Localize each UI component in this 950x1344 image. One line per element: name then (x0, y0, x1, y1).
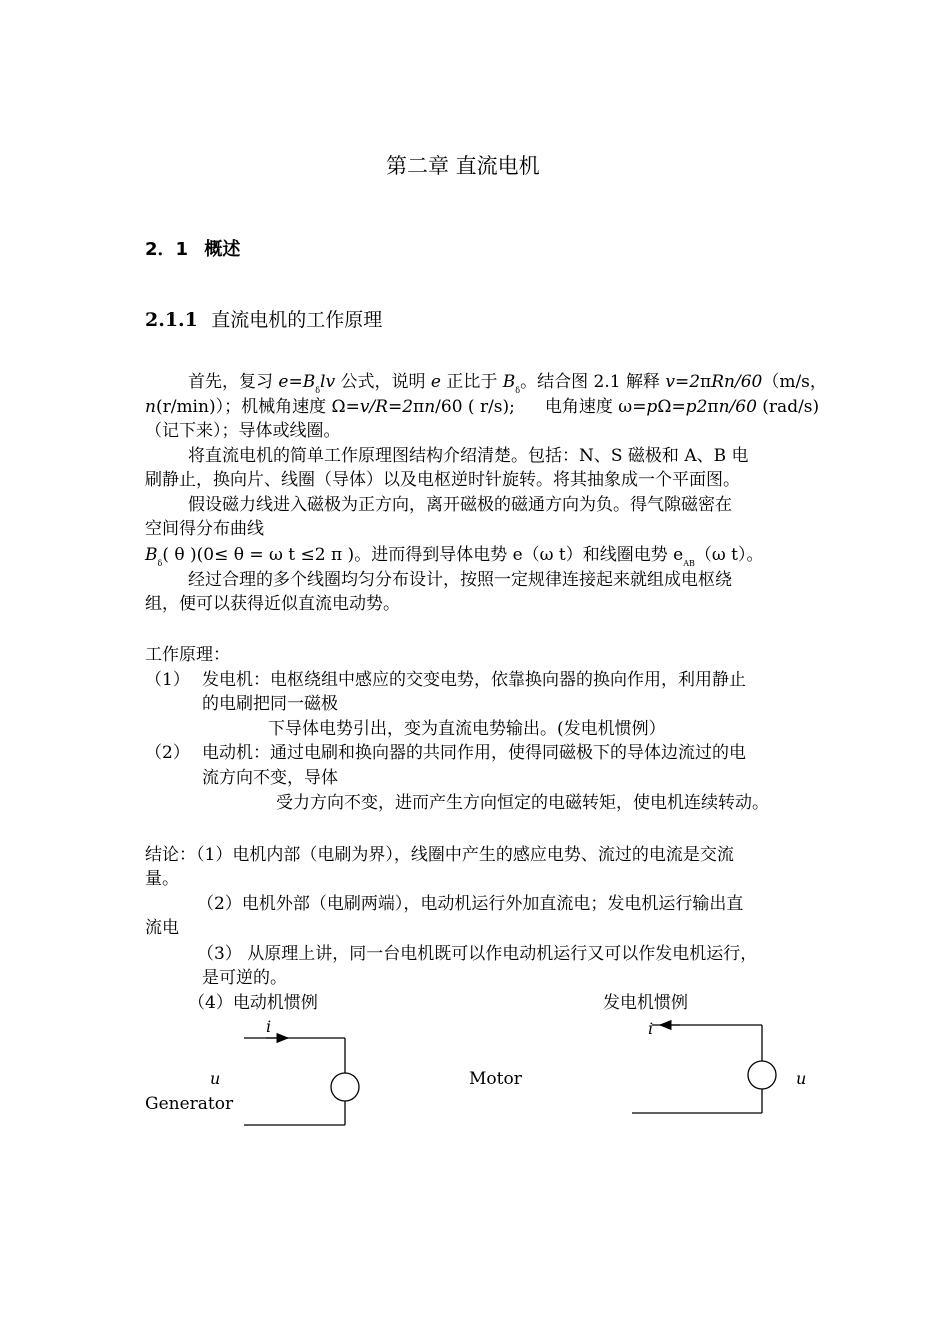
para3-line3: $B_\delta$( θ )(0≤ θ = ω t ≤2 π )。进而得到导体电势 e（ω t）和线圈电势 $e_{AB}(\omega$ t）。 (145, 545, 764, 568)
conclusion-4-generator-convention: 发电机惯例 (603, 993, 688, 1013)
conclusion-4-motor-convention: （4）电动机惯例 (188, 993, 318, 1013)
left-caption: Generator (145, 1094, 234, 1114)
subsection-number: 2.1.1 (145, 309, 198, 331)
conclusion-3-line1: （3） 从原理上讲，同一台电机既可以作电动机运行又可以作发电机运行， (197, 944, 758, 964)
right-source-symbol (748, 1061, 776, 1089)
principle-item1-line2: 的电刷把同一磁极 (202, 694, 338, 714)
para1-line2: n(r/min)）；机械角速度 Ω=v/R=2πn/60 ( r/s); 电角速度 ω=pΩ=p2πn/60 (rad/s) (145, 397, 820, 417)
left-current-label: i (266, 1017, 272, 1036)
subsection-title: 直流电机的工作原理 (211, 309, 383, 331)
principle-item1-number: （1） (145, 670, 190, 690)
left-source-symbol (331, 1073, 359, 1101)
para3-line1: 假设磁力线进入磁极为正方向，离开磁极的磁通方向为负。得气隙磁密在 (188, 495, 732, 515)
conclusion-2-line2: 流电 (145, 918, 179, 938)
principle-item2-line2: 流方向不变，导体 (202, 768, 338, 788)
para4-line1: 经过合理的多个线圈均匀分布设计，按照一定规律连接起来就组成电枢绕 (188, 570, 732, 590)
right-voltage-label: u (796, 1069, 807, 1088)
principle-heading: 工作原理： (145, 645, 230, 665)
principle-item1-line3: 下导体电势引出，变为直流电势输出。(发电机惯例） (268, 719, 666, 739)
principle-item2-line3: 受力方向不变，进而产生方向恒定的电磁转矩，使电机连续转动。 (276, 793, 769, 813)
para2-line1: 将直流电机的简单工作原理图结构介绍清楚。包括：N、S 磁极和 A、B 电 (188, 446, 749, 466)
chapter-title: 第二章 直流电机 (386, 154, 540, 178)
motor-convention-circuit (145, 1017, 359, 1125)
right-current-label: i (648, 1019, 654, 1038)
para2-line2: 刷静止，换向片、线圈（导体）以及电枢逆时针旋转。将其抽象成一个平面图。 (145, 470, 740, 490)
para3-line2: 空间得分布曲线 (145, 519, 264, 539)
conclusion-1-line2: 量。 (145, 869, 179, 889)
conclusion-1-line1: 结论：（1）电机内部（电刷为界），线圈中产生的感应电势、流过的电流是交流 (145, 845, 734, 865)
section-number: 2．1 (145, 239, 189, 260)
para4-line2: 组，便可以获得近似直流电动势。 (145, 594, 400, 614)
conclusion-2-line1: （2）电机外部（电刷两端），电动机运行外加直流电；发电机运行输出直 (197, 894, 744, 914)
middle-caption: Motor (469, 1069, 522, 1089)
left-voltage-label: u (210, 1069, 221, 1088)
principle-item2-line1: 电动机：通过电刷和换向器的共同作用，使得同磁极下的导体边流过的电 (202, 743, 746, 763)
para1-line1: 首先，复习 $e=B_\delta lv$ 公式，说明 e 正比于 $B_\delta$。结合图 2.1 解释 v=2πRn/60（m/s， (188, 372, 827, 395)
principle-item2-number: （2） (145, 743, 190, 763)
generator-convention-circuit (632, 1019, 806, 1113)
section-title: 概述 (204, 239, 241, 260)
conclusion-3-line2: 是可逆的。 (202, 968, 287, 988)
para1-line3: （记下来）；导体或线圈。 (145, 421, 341, 441)
principle-item1-line1: 发电机：电枢绕组中感应的交变电势，依靠换向器的换向作用，利用静止 (202, 670, 746, 690)
